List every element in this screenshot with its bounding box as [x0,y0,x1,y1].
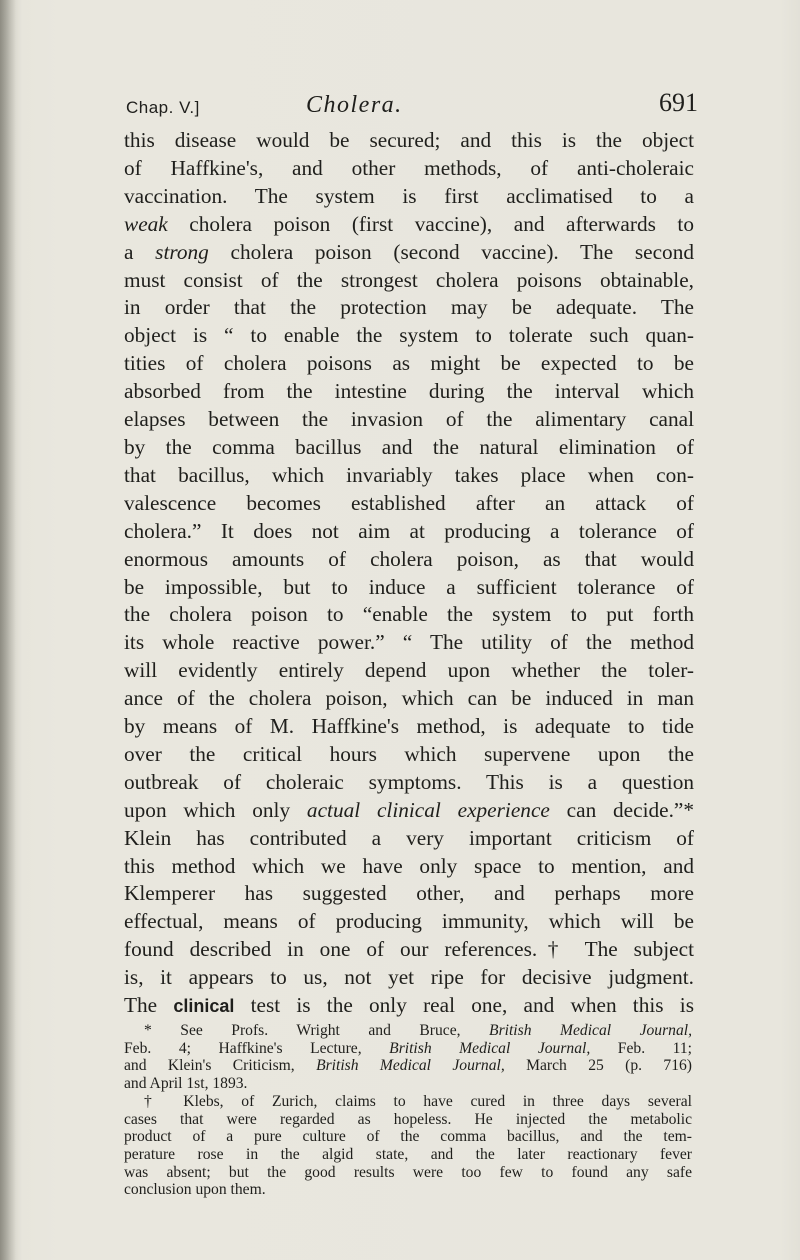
body-line: found described in one of our references.† The subject [124,937,694,962]
text-run: can decide.”* [549,797,695,822]
footnote-line: † Klebs, of Zurich, claims to have cured in three days several [144,1092,692,1110]
page-number: 691 [659,88,698,117]
body-line: effectual, means of producing immunity, which will be [124,909,694,934]
body-line: ance of the cholera poison, which can be induced in man [124,686,694,711]
text-run: and Klein's Criticism, [124,1057,317,1075]
body-line: of Haffkine's, and other methods, of anti-choleraic [124,155,694,180]
body-line: object is “ to enable the system to tolerate such quan- [124,323,694,348]
footnote-line [124,1022,692,1040]
body-line: this disease would be secured; and this is the object [124,128,694,152]
body-line: over the critical hours which supervene upon the [124,741,694,766]
bold-text: clinical [173,996,235,1017]
text-run: cholera poison (second vaccine). The second [208,239,694,264]
text-run: Feb. 11; [590,1039,692,1057]
italic-text: British Medical Journal, [389,1039,591,1057]
body-line: cholera.” It does not aim at producing a tolerance of [124,518,694,543]
running-head [126,88,700,126]
italic-text: British Medical Journal, [316,1057,505,1075]
body-line: the cholera poison to “enable the system to put forth [124,602,694,627]
italic-text: British Medical Journal, [489,1022,692,1039]
body-line: is, it appears to us, not yet ripe for decisive judgment. [124,965,694,990]
body-text [124,127,694,1021]
text-run: Feb. 4; Haffkine's Lecture, [124,1039,390,1057]
body-line: tities of cholera poisons as might be expected to be [124,351,694,376]
body-line: Klein has contributed a very important criticism of [124,825,694,850]
footnotes [124,1022,692,1199]
running-title: Cholera. [306,92,403,118]
text-run: cholera poison (first vaccine), and afterwards to [167,211,694,236]
footnote-line [124,1057,692,1075]
text-run: * See Profs. Wright and Bruce, [144,1022,490,1039]
body-line: Klemperer has suggested other, and perhaps more [124,881,694,906]
footnote-line: was absent; but the good results were too few to found any safe [124,1163,692,1181]
footnote-line: product of a pure culture of the comma bacillus, and the tem- [124,1128,692,1146]
text-run: upon which only [124,797,307,822]
body-line: by means of M. Haffkine's method, is adequate to tide [124,714,694,739]
text-run: test is the only real one, and when this is [234,993,694,1018]
text-run: a [124,239,156,264]
body-line [124,239,694,267]
binding-shadow [0,0,16,1260]
body-line [124,992,694,1021]
text-run: The [124,993,174,1018]
body-line: this method which we have only space to mention, and [124,853,694,878]
body-line [124,211,694,239]
body-line: enormous amounts of cholera poison, as that would [124,546,694,571]
body-line: valescence becomes established after an attack of [124,490,694,515]
body-line: outbreak of choleraic symptoms. This is a question [124,769,694,794]
italic-text: actual clinical experience [306,797,550,822]
footnote-line: conclusion upon them. [124,1181,266,1199]
body-line: will evidently entirely depend upon whether the toler- [124,658,694,683]
body-line: by the comma bacillus and the natural elimination of [124,434,694,459]
body-line: absorbed from the intestine during the interval which [124,379,694,404]
body-line: be impossible, but to induce a sufficient tolerance of [124,574,694,599]
footnote-line [124,1040,692,1058]
footnote-line: perature rose in the algid state, and the later reactionary fever [124,1145,692,1163]
body-line: that bacillus, which invariably takes place when con- [124,462,694,487]
italic-text: weak [124,211,168,236]
footnote-line: and April 1st, 1893. [124,1075,248,1093]
body-line: in order that the protection may be adequate. The [124,295,694,320]
chapter-label: Chap. V.] [126,98,200,117]
italic-text: strong [155,239,209,264]
body-line: vaccination. The system is first acclimatised to a [124,183,694,208]
body-line [124,797,694,825]
body-line: must consist of the strongest cholera poisons obtainable, [124,267,694,292]
text-run: March 25 (p. 716) [504,1057,692,1075]
footnote-line: cases that were regarded as hopeless. He injected the metabolic [124,1110,692,1128]
body-line: its whole reactive power.” “ The utility of the method [124,630,694,655]
body-line: elapses between the invasion of the alimentary canal [124,407,694,432]
